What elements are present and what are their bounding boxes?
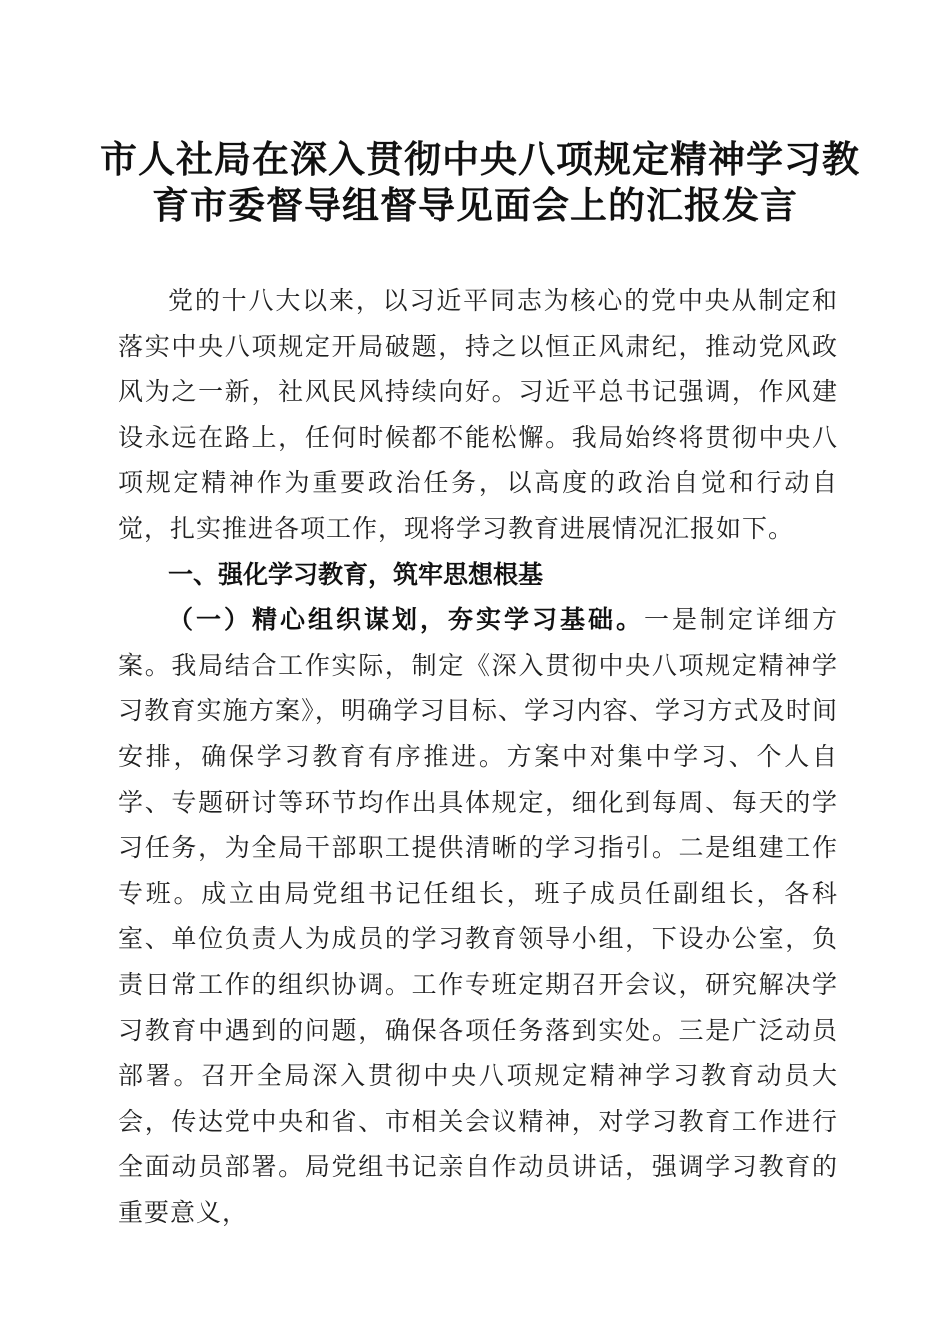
document-title bbox=[100, 136, 860, 228]
document-body bbox=[118, 278, 838, 1235]
subsection-1-paragraph bbox=[118, 597, 838, 1235]
subsection-1-heading: （一）精心组织谋划，夯实学习基础。 bbox=[168, 605, 644, 635]
title-line-2: 育市委督导组督导见面会上的汇报发言 bbox=[152, 183, 798, 227]
intro-paragraph: 党的十八大以来，以习近平同志为核心的党中央从制定和落实中央八项规定开局破题，持之以恒正风肃纪，推动党风政风为之一新，社风民风持续向好。习近平总书记强调，作风建设永远在路上，任何时候都不能松懈。我局始终将贯彻中央八项规定精神作为重要政治任务，以高度的政治自觉和行动自觉，扎实推进各项工作，现将学习教育进展情况汇报如下。 bbox=[118, 286, 838, 543]
title-line-1: 市人社局在深入贯彻中央八项规定精神学习教 bbox=[100, 137, 860, 181]
section-1-heading: 一、强化学习教育，筑牢思想根基 bbox=[168, 559, 544, 589]
subsection-1-text: 一是制定详细方案。我局结合工作实际，制定《深入贯彻中央八项规定精神学习教育实施方案》，明确学习目标、学习内容、学习方式及时间安排，确保学习教育有序推进。方案中对集中学习、个人自学、专题研讨等环节均作出具体规定，细化到每周、每天的学习任务，为全局干部职工提供清晰的学习指引。二是组建工作专班。成立由局党组书记任组长，班子成员任副组长，各科室、单位负责人为成员的学习教育领导小组，下设办公室，负责日常工作的组织协调。工作专班定期召开会议，研究解决学习教育中遇到的问题，确保各项任务落到实处。三是广泛动员部署。召开全局深入贯彻中央八项规定精神学习教育动员大会，传达党中央和省、市相关会议精神，对学习教育工作进行全面动员部署。局党组书记亲自作动员讲话，强调学习教育的重要意义， bbox=[118, 605, 838, 1227]
